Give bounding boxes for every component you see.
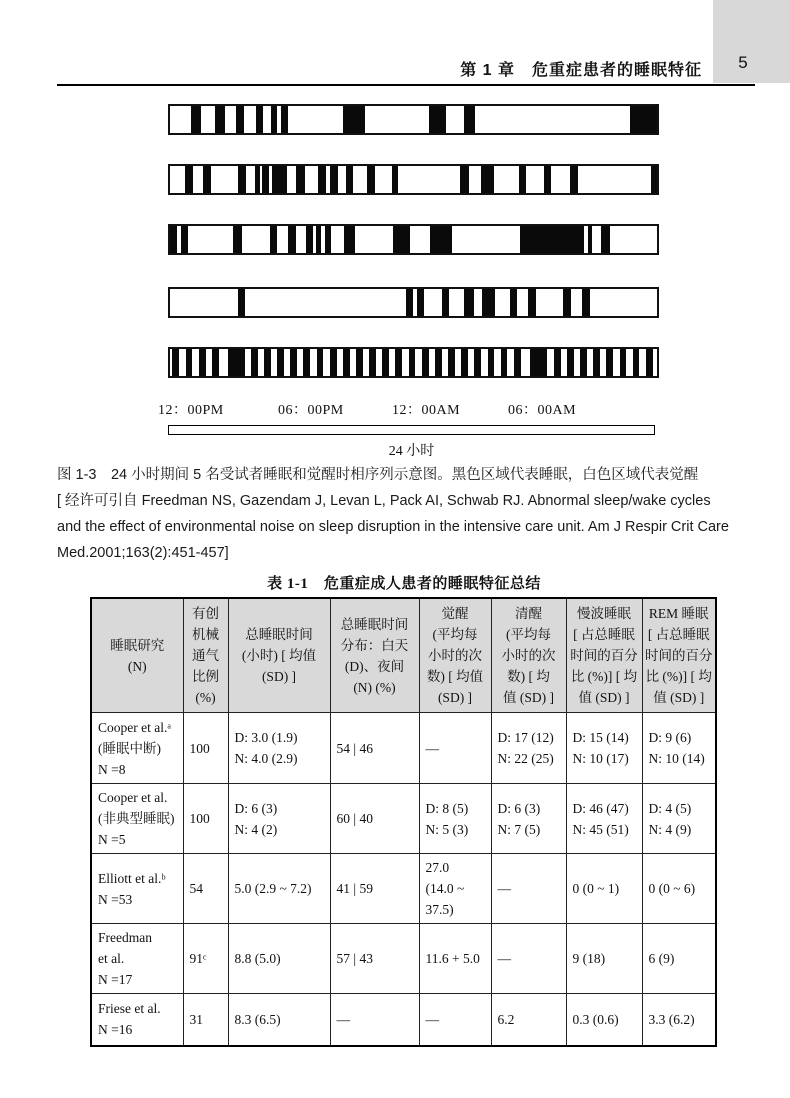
- table-cell: D: 6 (3) N: 7 (5): [491, 784, 566, 854]
- sleep-segment: [330, 166, 337, 193]
- table-cell: 27.0 (14.0 ~ 37.5): [419, 854, 491, 924]
- sleep-segment: [630, 106, 657, 133]
- sleep-segment: [519, 166, 526, 193]
- sleep-segment: [567, 349, 574, 376]
- sleep-segment: [271, 106, 277, 133]
- sleep-segment: [270, 226, 277, 253]
- table-title: 表 1-1 危重症成人患者的睡眠特征总结: [267, 576, 541, 592]
- caption-line: and the effect of environmental noise on sleep disruption in the intensive care unit. Am J Respir Crit Care: [57, 519, 729, 535]
- table-cell: Cooper et al. (非典型睡眠) N =5: [91, 784, 183, 854]
- header-cell: 慢波睡眠 [ 占总睡眠 时间的百分 比 (%)] [ 均 值 (SD) ]: [566, 598, 642, 713]
- sleep-segment: [570, 166, 577, 193]
- sleep-segment: [435, 349, 442, 376]
- sleep-segment: [646, 349, 653, 376]
- sleep-segment: [233, 226, 242, 253]
- table-cell: 5.0 (2.9 ~ 7.2): [228, 854, 330, 924]
- sleep-segment: [344, 226, 355, 253]
- table-cell: 11.6 + 5.0: [419, 924, 491, 994]
- caption-line: Med.2001;163(2):451-457]: [57, 545, 229, 561]
- table-cell: D: 17 (12) N: 22 (25): [491, 713, 566, 784]
- table-cell: 100: [183, 784, 228, 854]
- sleep-segment: [296, 166, 305, 193]
- table-cell: 0.3 (0.6): [566, 994, 642, 1046]
- sleep-segment: [277, 349, 284, 376]
- sleep-bar-5: [168, 347, 659, 378]
- summary-table: [90, 597, 717, 1047]
- table-cell: D: 15 (14) N: 10 (17): [566, 713, 642, 784]
- table-cell: 41 | 59: [330, 854, 419, 924]
- table-cell: 0 (0 ~ 6): [642, 854, 716, 924]
- table-cell: 8.3 (6.5): [228, 994, 330, 1046]
- table-cell: 9 (18): [566, 924, 642, 994]
- sleep-segment: [203, 166, 211, 193]
- scale-label: 24 小时: [388, 444, 435, 459]
- sleep-segment: [620, 349, 627, 376]
- sleep-segment: [238, 166, 247, 193]
- sleep-segment: [448, 349, 455, 376]
- header-cell: 有创 机械 通气 比例 (%): [183, 598, 228, 713]
- table-cell: Friese et al. N =16: [91, 994, 183, 1046]
- sleep-segment: [464, 106, 476, 133]
- table-row: [91, 784, 716, 854]
- table-cell: —: [419, 713, 491, 784]
- sleep-bar-2: [168, 164, 659, 195]
- header-cell: REM 睡眠 [ 占总睡眠 时间的百分 比 (%)] [ 均 值 (SD) ]: [642, 598, 716, 713]
- header-cell: 睡眠研究 (N): [91, 598, 183, 713]
- sleep-segment: [442, 289, 449, 316]
- table-header-row: [91, 598, 716, 713]
- table-cell: —: [330, 994, 419, 1046]
- sleep-segment: [251, 349, 258, 376]
- table-cell: 31: [183, 994, 228, 1046]
- sleep-segment: [606, 349, 613, 376]
- sleep-segment: [461, 349, 468, 376]
- sleep-bar-1: [168, 104, 659, 135]
- sleep-segment: [170, 226, 177, 253]
- sleep-segment: [330, 349, 337, 376]
- caption-line: 图 1-3 24 小时期间 5 名受试者睡眠和觉醒时相序列示意图。黑色区域代表睡眠，白色区域代表觉醒: [57, 467, 699, 483]
- sleep-segment: [228, 349, 244, 376]
- sleep-segment: [554, 349, 561, 376]
- sleep-segment: [544, 166, 552, 193]
- sleep-segment: [236, 106, 244, 133]
- table-cell: D: 6 (3) N: 4 (2): [228, 784, 330, 854]
- scale-bracket: [168, 425, 655, 435]
- sleep-segment: [528, 289, 535, 316]
- sleep-segment: [212, 349, 219, 376]
- table-cell: 0 (0 ~ 1): [566, 854, 642, 924]
- sleep-segment: [580, 349, 587, 376]
- sleep-segment: [199, 349, 206, 376]
- sleep-segment: [488, 349, 495, 376]
- table-cell: D: 46 (47) N: 45 (51): [566, 784, 642, 854]
- sleep-segment: [601, 226, 610, 253]
- table-cell: 54 | 46: [330, 713, 419, 784]
- sleep-segment: [346, 166, 353, 193]
- sleep-segment: [290, 349, 297, 376]
- sleep-bar-4: [168, 287, 659, 318]
- caption-line: [ 经许可引自 Freedman NS, Gazendam J, Levan L, Pack AI, Schwab RJ. Abnormal sleep/wake cycles: [57, 493, 711, 509]
- sleep-segment: [510, 289, 517, 316]
- table-cell: 54: [183, 854, 228, 924]
- sleep-segment: [264, 349, 271, 376]
- sleep-segment: [185, 166, 193, 193]
- table-head: [91, 598, 716, 713]
- chapter-title: 第 1 章 危重症患者的睡眠特征: [460, 62, 702, 79]
- sleep-segment: [343, 106, 364, 133]
- sleep-segment: [281, 106, 289, 133]
- sleep-bar-3: [168, 224, 659, 255]
- sleep-segment: [393, 226, 410, 253]
- sleep-segment: [191, 106, 200, 133]
- table-cell: Freedman et al. N =17: [91, 924, 183, 994]
- sleep-segment: [356, 349, 363, 376]
- sleep-segment: [256, 106, 264, 133]
- sleep-segment: [272, 166, 288, 193]
- table-cell: —: [491, 924, 566, 994]
- time-label-12am: 12：00AM: [392, 403, 461, 418]
- table-cell: 6 (9): [642, 924, 716, 994]
- sleep-segment: [318, 166, 326, 193]
- sleep-segment: [501, 349, 508, 376]
- figure-caption: [57, 462, 739, 566]
- sleep-segment: [316, 226, 321, 253]
- table-cell: Cooper et al.ᵃ (睡眠中断) N =8: [91, 713, 183, 784]
- table-cell: 57 | 43: [330, 924, 419, 994]
- sleep-segment: [343, 349, 350, 376]
- sleep-segment: [651, 166, 657, 193]
- sleep-segment: [186, 349, 193, 376]
- header-cell: 总睡眠时间 (小时) [ 均值 (SD) ]: [228, 598, 330, 713]
- table-cell: D: 4 (5) N: 4 (9): [642, 784, 716, 854]
- sleep-segment: [588, 226, 592, 253]
- sleep-segment: [262, 166, 269, 193]
- sleep-segment: [430, 226, 453, 253]
- table-cell: 91ᶜ: [183, 924, 228, 994]
- sleep-segment: [325, 226, 330, 253]
- table-body: [91, 713, 716, 1046]
- page-number: 5: [738, 53, 748, 72]
- table-cell: D: 8 (5) N: 5 (3): [419, 784, 491, 854]
- sleep-segment: [255, 166, 259, 193]
- table-cell: 6.2: [491, 994, 566, 1046]
- table-cell: D: 9 (6) N: 10 (14): [642, 713, 716, 784]
- sleep-segment: [172, 349, 179, 376]
- sleep-segment: [464, 289, 474, 316]
- table-cell: 100: [183, 713, 228, 784]
- sleep-segment: [367, 166, 374, 193]
- sleep-segment: [460, 166, 469, 193]
- header-cell: 总睡眠时间 分布：白天 (D)、夜间 (N) (%): [330, 598, 419, 713]
- sleep-segment: [369, 349, 376, 376]
- table-cell: —: [491, 854, 566, 924]
- sleep-segment: [317, 349, 324, 376]
- sleep-segment: [520, 226, 585, 253]
- sleep-segment: [306, 226, 313, 253]
- table-cell: 3.3 (6.2): [642, 994, 716, 1046]
- sleep-segment: [382, 349, 389, 376]
- table-row: [91, 924, 716, 994]
- sleep-segment: [481, 166, 494, 193]
- sleep-segment: [417, 289, 424, 316]
- sleep-segment: [181, 226, 188, 253]
- sleep-segment: [215, 106, 225, 133]
- table-cell: D: 3.0 (1.9) N: 4.0 (2.9): [228, 713, 330, 784]
- time-label-6am: 06：00AM: [508, 403, 577, 418]
- sleep-segment: [474, 349, 481, 376]
- sleep-segment: [395, 349, 402, 376]
- sleep-segment: [238, 289, 245, 316]
- sleep-segment: [409, 349, 416, 376]
- header-cell: 觉醒 (平均每 小时的次 数) [ 均值 (SD) ]: [419, 598, 491, 713]
- table-cell: Elliott et al.ᵇ N =53: [91, 854, 183, 924]
- sleep-segment: [514, 349, 521, 376]
- time-label-12pm: 12：00PM: [158, 403, 224, 418]
- sleep-segment: [593, 349, 600, 376]
- table-cell: 8.8 (5.0): [228, 924, 330, 994]
- sleep-segment: [422, 349, 429, 376]
- time-axis: [0, 399, 790, 417]
- sleep-segment: [392, 166, 398, 193]
- header-cell: 清醒 (平均每 小时的次 数) [ 均 值 (SD) ]: [491, 598, 566, 713]
- sleep-segment: [406, 289, 412, 316]
- header-rule: [57, 84, 755, 86]
- time-label-6pm: 06：00PM: [278, 403, 344, 418]
- sleep-segment: [563, 289, 571, 316]
- table-row: [91, 854, 716, 924]
- table-cell: —: [419, 994, 491, 1046]
- sleep-segment: [288, 226, 295, 253]
- sleep-segment: [429, 106, 446, 133]
- sleep-segment: [303, 349, 310, 376]
- sleep-segment: [633, 349, 640, 376]
- sleep-segment: [582, 289, 589, 316]
- sleep-segment: [530, 349, 547, 376]
- sleep-segment: [482, 289, 495, 316]
- table-row: [91, 713, 716, 784]
- table-row: [91, 994, 716, 1046]
- table-cell: 60 | 40: [330, 784, 419, 854]
